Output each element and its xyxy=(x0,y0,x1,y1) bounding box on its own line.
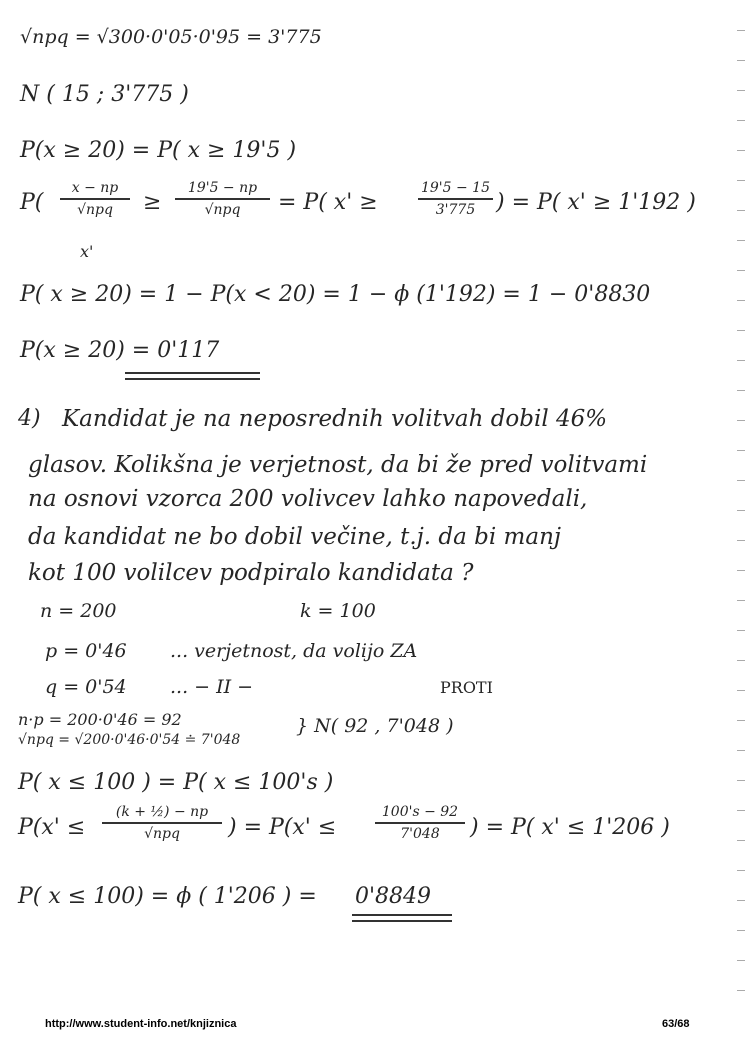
normal-distribution: N ( 15 ; 3'775 ) xyxy=(20,82,189,107)
prob-result-1: ) = P( x' ≥ 1'192 ) xyxy=(496,190,696,215)
param-p-description: ... verjetnost, da volijo ZA xyxy=(170,640,418,662)
prob-xprime-2: P(x' ≤ xyxy=(18,815,86,840)
task-line-3: na osnovi vzorca 200 volivcev lahko napovedali, xyxy=(28,486,588,512)
task-line-4: da kandidat ne bo dobil večine, t.j. da bi manj xyxy=(28,524,562,550)
param-n: n = 200 xyxy=(40,600,117,622)
param-k: k = 100 xyxy=(300,600,376,622)
prob-open: P( xyxy=(20,190,44,215)
param-q: q = 0'54 xyxy=(45,676,127,698)
double-underline-top xyxy=(125,372,260,374)
final-underline-bottom xyxy=(352,920,452,922)
final-underline-top xyxy=(352,914,452,916)
param-q-description: ... − II − xyxy=(170,676,254,698)
prob-line-1: P(x ≥ 20) = P( x ≥ 19'5 ) xyxy=(20,138,297,163)
fraction-numerator: 100's − 92 xyxy=(381,804,459,820)
param-q-proti: PROTI xyxy=(440,678,493,697)
task-line-5: kot 100 volilcev podpiralo kandidata ? xyxy=(28,560,474,586)
final-line: P( x ≤ 100) = ϕ ( 1'206 ) = xyxy=(18,884,317,909)
fraction-numerator: x − np xyxy=(71,180,119,196)
task-line-2: glasov. Kolikšna je verjetnost, da bi že pred volitvami xyxy=(28,452,648,478)
fraction-standardization xyxy=(60,180,130,218)
std-formula: √npq = √200·0'46·0'54 ≐ 7'048 xyxy=(18,732,241,748)
fraction-threshold xyxy=(175,180,270,218)
task-line-1: Kandidat je na neposrednih volitvah dobil 46% xyxy=(62,406,608,432)
npq-formula: √npq = √300·0'05·0'95 = 3'775 xyxy=(20,26,322,48)
complement-line: P( x ≥ 20) = 1 − P(x < 20) = 1 − ϕ (1'192) = 1 − 0'8830 xyxy=(20,282,651,307)
x-prime-label: x' xyxy=(80,242,94,261)
fraction-value xyxy=(418,180,493,218)
page-number: 63/68 xyxy=(662,1018,690,1030)
fraction-denominator: 7'048 xyxy=(400,825,440,842)
fraction-numerator: 19'5 − np xyxy=(187,180,258,196)
fraction-correction xyxy=(102,804,222,842)
prob-result-2: ) = P( x' ≤ 1'206 ) xyxy=(470,815,670,840)
footer-url: http://www.student-info.net/knjiznica xyxy=(45,1018,237,1030)
final-result: 0'8849 xyxy=(355,884,432,909)
fraction-numerator: 19'5 − 15 xyxy=(420,180,490,196)
fraction-denominator: 3'775 xyxy=(435,201,476,218)
param-p: p = 0'46 xyxy=(45,640,127,662)
mean-formula: n·p = 200·0'46 = 92 xyxy=(18,710,182,729)
fraction-value-2 xyxy=(375,804,465,842)
fraction-denominator: √npq xyxy=(77,201,113,218)
fraction-denominator: √npq xyxy=(204,201,241,218)
ge-sign: ≥ xyxy=(143,190,162,215)
normal-params: } N( 92 , 7'048 ) xyxy=(296,715,454,737)
prob-xprime-3: ) = P(x' ≤ xyxy=(228,815,337,840)
fraction-numerator: (k + ½) − np xyxy=(115,804,209,820)
prob-line-2: P( x ≤ 100 ) = P( x ≤ 100's ) xyxy=(18,770,334,795)
result-line-1: P(x ≥ 20) = 0'117 xyxy=(20,338,220,363)
task-number: 4) xyxy=(18,406,41,431)
prob-xprime: = P( x' ≥ xyxy=(278,190,378,215)
double-underline-bottom xyxy=(125,378,260,380)
fraction-denominator: √npq xyxy=(144,825,180,842)
